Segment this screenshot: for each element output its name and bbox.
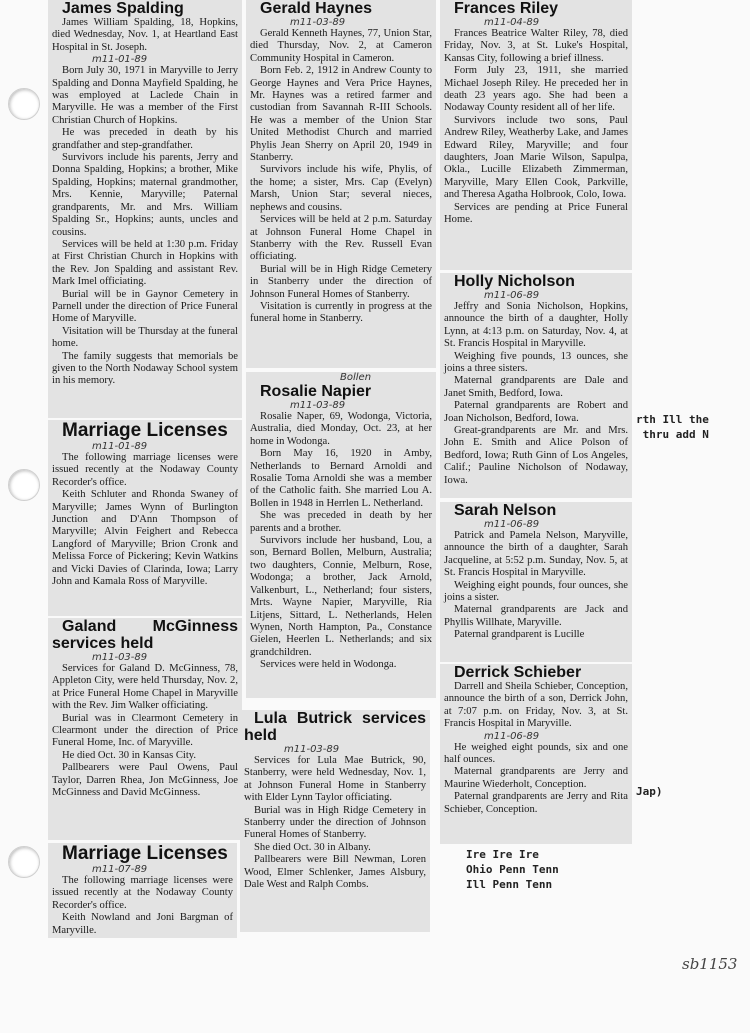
clipping-title: Lula Butrick services held [244, 710, 426, 744]
birth-derrick-schieber [440, 664, 632, 844]
clipping-title: Galand McGinness services held [52, 618, 238, 652]
paragraph: Pallbearers were Bill Newman, Loren Wood, Elmer Schlenker, James Alsbury, Dale West and Ralph Combs. [244, 854, 426, 891]
handwritten-date: m11-07-89 [92, 864, 148, 875]
obituary-james-spalding [48, 0, 242, 418]
handwritten-date: m11-06-89 [484, 290, 540, 301]
background-text: thru add N [636, 428, 709, 441]
paragraph: Services for Galand D. McGinness, 78, Appleton City, were held Thursday, Nov. 2, at Price Funeral Home Chapel in Maryville with the Rev. Jim Walker officiating. [52, 663, 238, 712]
paragraph: Form July 23, 1911, she married Michael Joseph Riley. He preceded her in death 23 years ago. She had been a Nodaway County resident all of her life. [444, 65, 628, 114]
birth-sarah-nelson [440, 502, 632, 662]
paragraph: Darrell and Sheila Schieber, Conception, announce the birth of a son, Derrick John, at 7:07 p.m. on Friday, Nov. 3, at St. Francis Hospital in Maryville. [444, 681, 628, 730]
marriage-licenses-1 [48, 420, 242, 616]
paragraph: Pallbearers were Paul Owens, Paul Taylor, Darren Rhea, Jon McGinness, Joe McGinness and David McGinness. [52, 762, 238, 799]
background-text: rth Ill the [636, 413, 709, 426]
background-text: Ill Penn Tenn [466, 878, 553, 891]
paragraph: Paternal grandparents are Jerry and Rita Schieber, Conception. [444, 791, 628, 815]
handwritten-date: m11-03-89 [284, 744, 340, 755]
page-number: sb1153 [682, 955, 738, 973]
punch-hole [8, 88, 40, 120]
handwritten-date: m11-04-89 [484, 17, 540, 28]
paragraph: He weighed eight pounds, six and one half ounces. [444, 741, 628, 766]
clipping-title: James Spalding [62, 0, 184, 17]
clipping-title: Gerald Haynes [260, 0, 373, 17]
paragraph: Survivors include her husband, Lou, a son, Bernard Bollen, Melburn, Australia; two daughters, Connie, Melburn, Rose, Wodonga; a brother, Jack Arnold, Valkenburt, L., Netherland; four sisters, Mrts. Wayne Napier, Maryville, Ria Litjens, Sittard, L. Netherlands, Helen Wynen, North Hampton, Pa., Constance Gielen, Heerlen L. Netherlands; and six grandchildren. [250, 535, 432, 658]
paragraph: He was preceded in death by his grandfather and step-grandfather. [52, 127, 238, 151]
paragraph: Survivors include his wife, Phylis, of the home; a sister, Mrs. Cap (Evelyn) Marsh, Union Star; several nieces, nephews and cousins. [250, 164, 432, 213]
handwritten-date: m11-03-89 [290, 17, 346, 28]
clipping-title: Marriage Licenses [62, 843, 228, 864]
paragraph: The family suggests that memorials be given to the North Nodaway School system in his memory. [52, 350, 238, 387]
paragraph: Great-grandparents are Mr. and Mrs. John E. Smith and Alice Polson of Bedford, Iowa; Ruth Ginn of Los Angeles, Calif.; Pauline Nicholson of Nodaway, Iowa. [444, 425, 628, 486]
paragraph: Patrick and Pamela Nelson, Maryville, announce the birth of a daughter, Sarah Jacqueline, at 5:52 p.m. Sunday, Nov. 5, at St. Francis Hospital in Maryville. [444, 530, 628, 579]
paragraph: Burial will be in Gaynor Cemetery in Parnell under the direction of Price Funeral Home of Maryville. [52, 288, 238, 325]
clipping-title: Rosalie Napier [260, 383, 372, 400]
paragraph: Services will be held at 2 p.m. Saturday at Johnson Funeral Home Chapel in Stanberry with the Rev. Russell Evan officiating. [250, 214, 432, 263]
paragraph: Paternal grandparent is Lucille [454, 629, 585, 641]
marriage-licenses-2 [48, 843, 237, 938]
paragraph: Weighing eight pounds, four ounces, she joins a sister. [444, 579, 628, 604]
paragraph: Burial was in High Ridge Cemetery in Stanberry under the direction of Johnson Funeral Homes of Stanberry. [244, 804, 426, 841]
paragraph: Paternal grandparents are Robert and Joan Nicholson, Bedford, Iowa. [444, 400, 628, 424]
paragraph: Keith Schluter and Rhonda Swaney of Maryville; James Wynn of Burlington Junction and D'Ann Thompson of Maryville; Alvin Feighert and Rebecca Langford of Maryville; Brion Cronk and Melissa Force of Pickering; Kevin Watkins and Vicki Davies of Clarinda, Iowa; Larry John and Kamala Ross of Maryville. [52, 489, 238, 588]
handwritten-note: Bollen [340, 372, 372, 383]
obituary-frances-riley [440, 0, 632, 270]
paragraph: He died Oct. 30 in Kansas City. [62, 749, 197, 761]
paragraph: Born May 16, 1920 in Amby, Netherlands to Bernard Arnoldi and Rosalie Toma Arnoldi she was a member of the Catholic faith. She married Lou A. Bollen in 1948 in Herrlen L. Netherland. [250, 448, 432, 509]
paragraph: Gerald Kenneth Haynes, 77, Union Star, died Thursday, Nov. 2, at Cameron Community Hospital in Cameron. [250, 28, 432, 64]
paragraph: Services are pending at Price Funeral Home. [444, 201, 628, 226]
handwritten-date: m11-01-89 [92, 54, 148, 66]
paragraph: James William Spalding, 18, Hopkins, died Wednesday, Nov. 1, at Heartland East Hospital in St. Joseph. [52, 17, 238, 53]
paragraph: The following marriage licenses were issued recently at the Nodaway County Recorder's office. [52, 875, 233, 911]
background-text: Ohio Penn Tenn [466, 863, 559, 876]
clipping-title: Sarah Nelson [454, 502, 557, 519]
punch-hole [8, 469, 40, 501]
handwritten-date: m11-03-89 [290, 400, 346, 411]
punch-hole [8, 846, 40, 878]
paragraph: Services will be held at 1:30 p.m. Friday at First Christian Church in Hopkins with the Rev. Jon Spalding and assistant Rev. Mark Imel officiating. [52, 238, 238, 288]
clipping-title: Frances Riley [454, 0, 559, 17]
clipping-title: Holly Nicholson [454, 273, 575, 290]
paragraph: Rosalie Naper, 69, Wodonga, Victoria, Australia, died Monday, Oct. 23, at her home in Wodonga. [250, 411, 432, 447]
handwritten-date: m11-03-89 [92, 652, 148, 663]
paragraph: Born July 30, 1971 in Maryville to Jerry Spalding and Donna Mayfield Spalding, he was employed at Laclede Chain in Maryville. He was a member of the First Christian Church of Hopkins. [52, 65, 238, 126]
clipping-title: Derrick Schieber [454, 664, 582, 681]
paragraph: Frances Beatrice Walter Riley, 78, died Friday, Nov. 3, at St. Luke's Hospital, Kansas City, following a brief illness. [444, 28, 628, 64]
services-galand-mcginness [48, 618, 242, 840]
paragraph: Burial will be in High Ridge Cemetery in Stanberry under the direction of Johnson Funeral Homes of Stanberry. [250, 263, 432, 300]
paragraph: The following marriage licenses were issued recently at the Nodaway County Recorder's office. [52, 452, 238, 488]
clipping-title: Marriage Licenses [62, 420, 228, 441]
paragraph: Survivors include his parents, Jerry and Donna Spalding, Hopkins; a brother, Mike Spalding, Hopkins; maternal grandmother, Mrs. Kennie, Maryville; Paternal grandparents, Mr. and Mrs. William Spalding Sr., Hopkins; aunts, uncles and cousins. [52, 152, 238, 238]
paragraph: She died Oct. 30 in Albany. [254, 841, 371, 853]
paragraph: Burial was in Clearmont Cemetery in Clearmont under the direction of Price Funeral Home, Inc. of Maryville. [52, 712, 238, 749]
paragraph: She was preceded in death by her parents and a brother. [250, 510, 432, 534]
handwritten-date: m11-06-89 [484, 730, 540, 742]
paragraph: Services for Lula Mae Butrick, 90, Stanberry, were held Wednesday, Nov. 1, at Johnson Funeral Home in Stanberry with Elder Lynn Taylor officiating. [244, 755, 426, 804]
birth-holly-nicholson [440, 273, 632, 498]
paragraph: Keith Nowland and Joni Bargman of Maryville. [52, 912, 233, 936]
paragraph: Survivors include two sons, Paul Andrew Riley, Weatherby Lake, and James Edward Riley, Maryville; and four daughters, Joan Marie Wilson, Sapulpa, Okla., Lucille Elizabeth Zimmerman, Maryville, Mary Ellen Cook, Parkville, and Theresa Agatha Holbrook, Colo, Iowa. [444, 114, 628, 201]
handwritten-date: m11-01-89 [92, 441, 148, 452]
paragraph: Maternal grandparents are Jack and Phyllis Willhate, Maryville. [444, 604, 628, 628]
obituary-gerald-haynes [246, 0, 436, 368]
paragraph: Born Feb. 2, 1912 in Andrew County to George Haynes and Vera Price Haynes, Mr. Haynes was a retired farmer and custodian from Savannah R-III Schools. He was a member of the Union Star United Methodist Church and married Phylis Jean Sherry on April 20, 1949 in Stanberry. [250, 65, 432, 164]
background-text: Jap) [636, 785, 663, 798]
paragraph: Weighing five pounds, 13 ounces, she joins a three sisters. [444, 350, 628, 375]
paragraph: Maternal grandparents are Dale and Janet Smith, Bedford, Iowa. [444, 375, 628, 399]
background-text: Ire Ire Ire [466, 848, 539, 861]
paragraph: Visitation will be Thursday at the funeral home. [52, 325, 238, 350]
paragraph: Jeffry and Sonia Nicholson, Hopkins, announce the birth of a daughter, Holly Lynn, at 4:13 p.m. on Saturday, Nov. 4, at St. Francis Hospital in Maryville. [444, 301, 628, 350]
services-lula-butrick [240, 710, 430, 932]
obituary-rosalie-napier [246, 372, 436, 698]
paragraph: Services were held in Wodonga. [260, 659, 397, 671]
handwritten-date: m11-06-89 [484, 519, 540, 530]
paragraph: Maternal grandparents are Jerry and Maurine Wiederholt, Conception. [444, 766, 628, 790]
paragraph: Visitation is currently in progress at the funeral home in Stanberry. [250, 300, 432, 325]
